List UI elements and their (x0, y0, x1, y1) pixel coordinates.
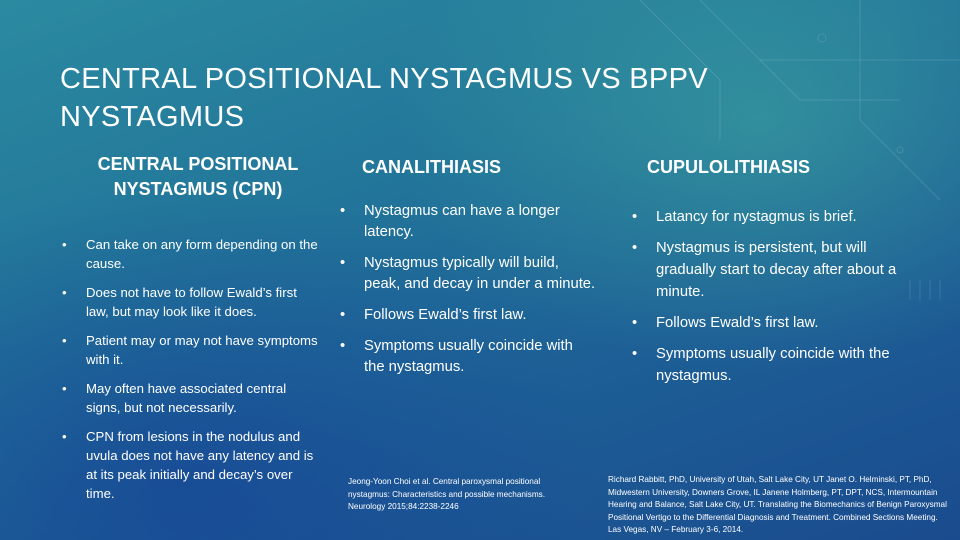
column-heading-cpn: CENTRAL POSITIONAL NYSTAGMUS (CPN) (97, 154, 299, 199)
list-item: • Symptoms usually coincide with the nystagmus. (630, 343, 902, 387)
list-item: • CPN from lesions in the nodulus and uvula does not have any latency and is at its peak initially and decay’s over time. (60, 427, 318, 503)
column-heading-canalithiasis: CANALITHIASIS (362, 157, 501, 177)
column-cpn (60, 152, 318, 513)
bullet-list-cupulolithiasis (630, 206, 902, 387)
slide-title: CENTRAL POSITIONAL NYSTAGMUS VS BPPV NYSTAGMUS (60, 63, 708, 133)
reference-citation-rabbitt: Richard Rabbitt, PhD, University of Utah, Salt Lake City, UT Janet O. Helminski, PT, PhD, Midwestern University, Downers Grove, IL Janene Holmberg, PT, DPT, NCS, Intermountain Hearing and Balance, Salt Lake City, UT. Translating the Biomechanics of Benign Paroxysmal Positional Vertigo to the Differential Diagnosis and Treatment. Combined Sections Meeting. Las Vegas, NV – February 3-6, 2014. (608, 475, 947, 534)
list-item: • Can take on any form depending on the cause. (60, 235, 318, 273)
column-cupulolithiasis (630, 155, 902, 396)
list-item: • Follows Ewald’s first law. (338, 305, 596, 326)
list-item: • Symptoms usually coincide with the nystagmus. (338, 336, 596, 378)
list-item: • May often have associated central signs, but not necessarily. (60, 379, 318, 417)
list-item: • Latancy for nystagmus is brief. (630, 206, 902, 228)
bullet-list-cpn (60, 235, 318, 503)
list-item: • Nystagmus can have a longer latency. (338, 201, 596, 243)
reference-citation-choi: Jeong-Yoon Choi et al. Central paroxysmal positional nystagmus: Characteristics and possible mechanisms. Neurology 2015;84:2238-2246 (348, 477, 546, 511)
column-heading-cupulolithiasis: CUPULOLITHIASIS (647, 157, 811, 177)
column-canalithiasis (338, 155, 596, 388)
list-item: • Nystagmus typically will build, peak, and decay in under a minute. (338, 253, 596, 295)
bullet-list-canalithiasis (338, 201, 596, 378)
list-item: • Follows Ewald’s first law. (630, 312, 902, 334)
list-item: • Patient may or may not have symptoms with it. (60, 331, 318, 369)
list-item: • Does not have to follow Ewald’s first law, but may look like it does. (60, 283, 318, 321)
list-item: • Nystagmus is persistent, but will gradually start to decay after about a minute. (630, 237, 902, 303)
